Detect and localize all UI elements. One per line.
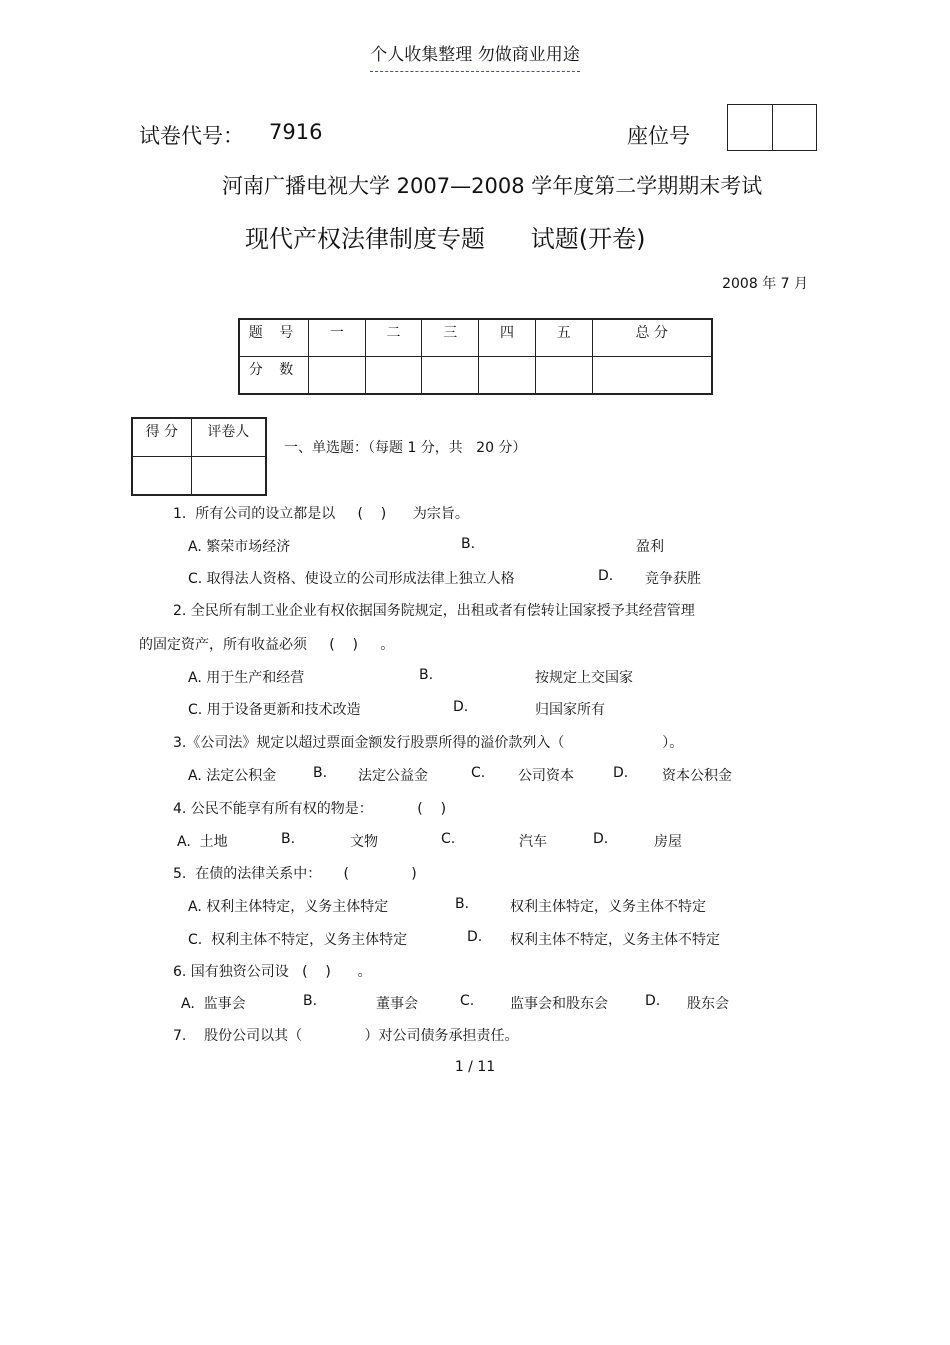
score-header-cell: 总 分	[592, 319, 712, 357]
option-c-text: 公司资本	[518, 768, 574, 784]
score-header-cell: 题 号	[239, 319, 309, 357]
seat-cell[interactable]	[728, 105, 772, 150]
score-table	[238, 318, 713, 395]
question-5: 5. 在债的法律关系中： ( )	[173, 866, 417, 882]
option-b-letter: B.	[419, 667, 434, 683]
paper-code-label: 试卷代号：	[139, 124, 244, 148]
option-b-text: 盈利	[636, 539, 664, 555]
score-header-cell: 三	[422, 319, 479, 357]
grader-score-cell[interactable]	[132, 457, 191, 496]
option-b-text: 按规定上交国家	[535, 670, 633, 686]
option-b-letter: B.	[313, 765, 328, 781]
option-d-letter: D.	[645, 993, 661, 1009]
option-a: A. 繁荣市场经济	[188, 539, 291, 555]
table-row	[239, 319, 712, 357]
score-cell[interactable]	[422, 357, 479, 395]
option-c-letter: C.	[441, 831, 456, 847]
option-c: C. 取得法人资格、使设立的公司形成法律上独立人格	[188, 571, 515, 587]
score-header-cell: 二	[365, 319, 422, 357]
score-row-label: 分 数	[239, 357, 309, 395]
exam-date: 2008 年 7 月	[722, 276, 808, 292]
option-b-letter: B.	[281, 831, 296, 847]
grader-name-label: 评卷人	[191, 418, 266, 457]
option-d-letter: D.	[453, 699, 469, 715]
section-title: 一、单选题：（每题 1 分，共 20 分）	[284, 440, 527, 456]
question-7: 7. 股份公司以其（ ）对公司债务承担责任。	[173, 1028, 519, 1044]
score-header-cell: 四	[479, 319, 536, 357]
option-a: A. 用于生产和经营	[188, 670, 305, 686]
option-c-text: 监事会和股东会	[510, 996, 608, 1012]
question-2: 2. 全民所有制工业企业有权依据国务院规定，出租或者有偿转让国家授予其经营管理	[173, 603, 695, 619]
subject-title: 现代产权法律制度专题 试题(开卷)	[245, 225, 646, 253]
question-2-cont: 的固定资产，所有收益必须 ( ) 。	[139, 637, 395, 653]
score-header-cell: 五	[535, 319, 592, 357]
option-a: A. 监事会	[181, 996, 246, 1012]
option-b-letter: B.	[303, 993, 318, 1009]
question-6: 6. 国有独资公司设 ( ) 。	[173, 964, 372, 980]
option-b-text: 权利主体特定，义务主体不特定	[510, 899, 706, 915]
table-row	[239, 357, 712, 395]
score-header-cell: 一	[309, 319, 366, 357]
option-b-text: 文物	[350, 834, 378, 850]
score-cell[interactable]	[479, 357, 536, 395]
option-d-text: 房屋	[654, 834, 682, 850]
score-cell[interactable]	[365, 357, 422, 395]
option-a: A. 法定公积金	[188, 768, 277, 784]
option-d-letter: D.	[598, 568, 614, 584]
option-b-text: 董事会	[376, 996, 418, 1012]
seat-label: 座位号	[627, 124, 690, 148]
option-c-text: 汽车	[519, 834, 547, 850]
option-d-letter: D.	[467, 929, 483, 945]
grader-score-label: 得 分	[132, 418, 191, 457]
option-b-letter: B.	[461, 536, 476, 552]
option-d-text: 归国家所有	[535, 702, 605, 718]
option-b-text: 法定公益金	[358, 768, 428, 784]
seat-cell[interactable]	[772, 105, 817, 150]
score-cell[interactable]	[535, 357, 592, 395]
table-row	[132, 418, 266, 457]
question-4: 4. 公民不能享有所有权的物是： ( )	[173, 801, 447, 817]
option-c-letter: C.	[460, 993, 475, 1009]
option-a: A. 土地	[177, 834, 228, 850]
option-d-letter: D.	[593, 831, 609, 847]
table-row	[132, 457, 266, 496]
seat-number-box[interactable]	[727, 104, 817, 151]
option-d-text: 资本公积金	[662, 768, 732, 784]
grader-name-cell[interactable]	[191, 457, 266, 496]
question-3: 3.《公司法》规定以超过票面金额发行股票所得的溢价款列入（ ）。	[173, 735, 684, 751]
option-c: C. 权利主体不特定，义务主体特定	[188, 932, 408, 948]
option-a: A. 权利主体特定，义务主体特定	[188, 899, 389, 915]
option-c-letter: C.	[471, 765, 486, 781]
page-number: 1 / 11	[454, 1059, 496, 1075]
option-d-letter: D.	[613, 765, 629, 781]
grader-table	[131, 417, 267, 496]
exam-title: 河南广播电视大学 2007—2008 学年度第二学期期末考试	[222, 174, 763, 198]
header-note: 个人收集整理 勿做商业用途	[0, 40, 950, 65]
option-d-text: 股东会	[687, 996, 729, 1012]
score-cell[interactable]	[592, 357, 712, 395]
paper-code: 7916	[269, 120, 323, 144]
option-d-text: 竞争获胜	[645, 571, 701, 587]
option-d-text: 权利主体不特定，义务主体不特定	[510, 932, 720, 948]
score-cell[interactable]	[309, 357, 366, 395]
option-c: C. 用于设备更新和技术改造	[188, 702, 361, 718]
option-b-letter: B.	[455, 896, 470, 912]
question-1: 1. 所有公司的设立都是以 ( ) 为宗旨。	[173, 506, 469, 522]
